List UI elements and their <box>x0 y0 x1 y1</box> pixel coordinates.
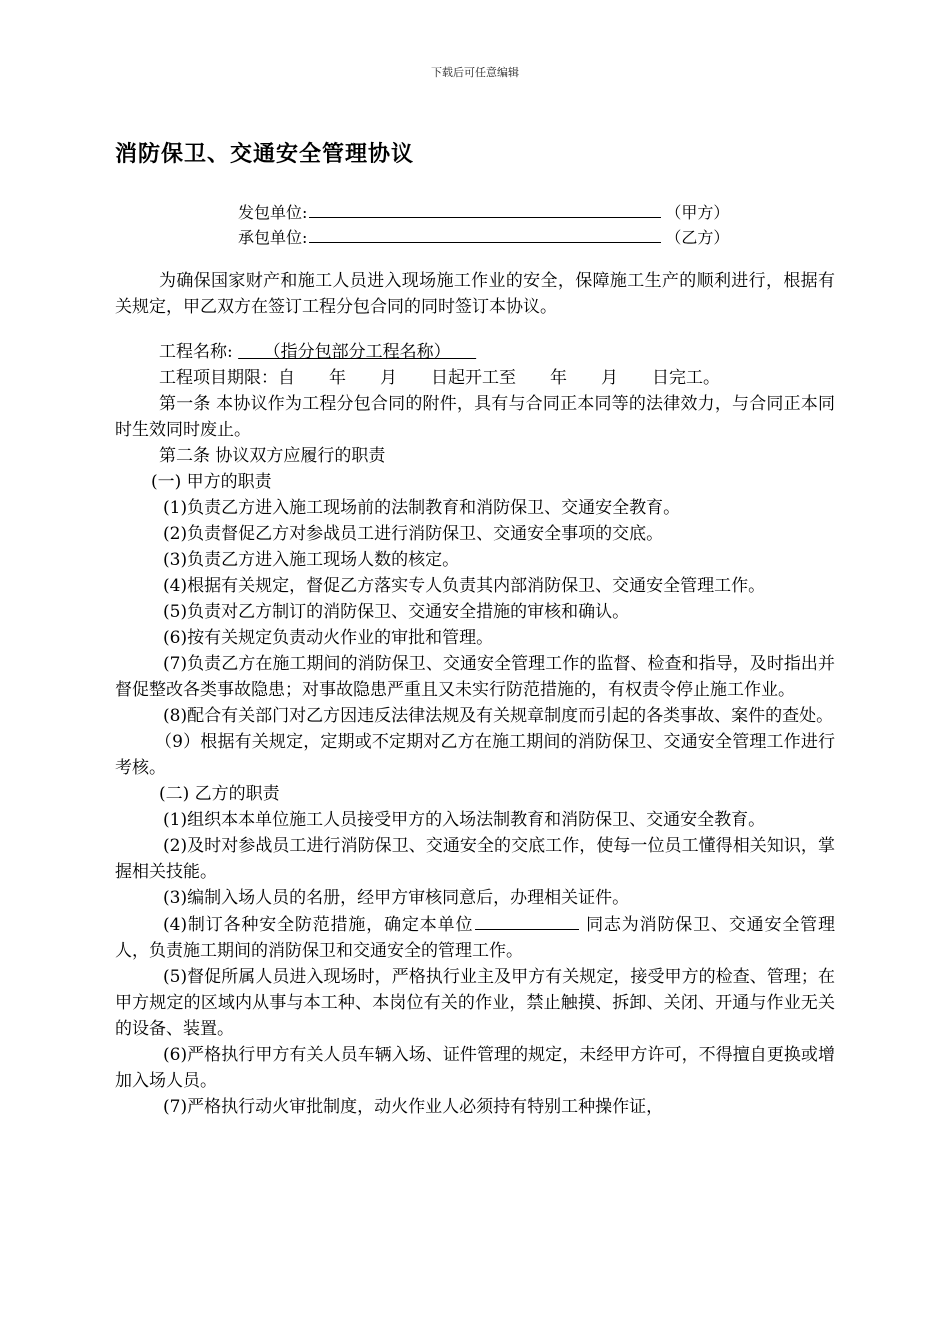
project-period-line <box>115 365 835 391</box>
project-name-value: （指分包部分工程名称） <box>238 342 477 362</box>
section-a-item: (8)配合有关部门对乙方因违反法律法规及有关规章制度而引起的各类事故、案件的查处。 <box>163 706 834 726</box>
party-a-row <box>238 200 729 222</box>
project-name-label: 工程名称: <box>159 342 233 362</box>
party-b-role: （乙方） <box>665 228 730 247</box>
item4-after: 同志为消防保卫、交通安全管理人，负责施工期间的消防保卫和交通安全的管理工作。 <box>115 915 835 961</box>
party-a-label: 发包单位: <box>238 203 308 222</box>
section-b-item: (2)及时对参战员工进行消防保卫、交通安全的交底工作，使每一位员工懂得相关知识，掌握相关技能。 <box>115 836 835 882</box>
project-period-label: 工程项目期限： <box>159 368 278 388</box>
section-a-item: (3)负责乙方进入施工现场人数的核定。 <box>163 550 460 570</box>
project-name-line <box>115 339 835 365</box>
article-2: 第二条 协议双方应履行的职责 <box>159 446 386 466</box>
item4-before: (4)制订各种安全防范措施，确定本单位 <box>163 915 474 935</box>
project-period-text: 自 年 月 日起开工至 年 月 日完工。 <box>278 368 720 388</box>
section-a-item: （9）根据有关规定，定期或不定期对乙方在施工期间的消防保卫、交通安全管理工作进行考核。 <box>115 732 835 778</box>
section-a-item: (5)负责对乙方制订的消防保卫、交通安全措施的审核和确认。 <box>163 602 630 622</box>
section-a-heading: (一) 甲方的职责 <box>151 472 272 492</box>
section-b-item: (5)督促所属人员进入现场时，严格执行业主及甲方有关规定，接受甲方的检查、管理；在甲方规定的区域内从事与本工种、本岗位有关的作业，禁止触摸、拆卸、关闭、开通与作业无关的设备、装置。 <box>115 967 835 1039</box>
intro-paragraph: 为确保国家财产和施工人员进入现场施工作业的安全，保障施工生产的顺利进行，根据有关规定，甲乙双方在签订工程分包合同的同时签订本协议。 <box>115 271 835 317</box>
section-b-item: (3)编制入场人员的名册，经甲方审核同意后，办理相关证件。 <box>163 888 630 908</box>
page-header: 下载后可任意编辑 <box>431 66 519 79</box>
section-a-item: (2)负责督促乙方对参战员工进行消防保卫、交通安全事项的交底。 <box>163 524 664 544</box>
document-title: 消防保卫、交通安全管理协议 <box>115 141 415 167</box>
section-b-item: (1)组织本本单位施工人员接受甲方的入场法制教育和消防保卫、交通安全教育。 <box>163 810 766 830</box>
responsible-person-blank <box>475 911 579 930</box>
party-b-label: 承包单位: <box>238 228 308 247</box>
section-b-item: (6)严格执行甲方有关人员车辆入场、证件管理的规定，未经甲方许可，不得擅自更换或增加入场人员。 <box>115 1045 835 1091</box>
section-a-item: (7)负责乙方在施工期间的消防保卫、交通安全管理工作的监督、检查和指导，及时指出并督促整改各类事故隐患；对事故隐患严重且又未实行防范措施的，有权责令停止施工作业。 <box>115 654 835 700</box>
article-1: 第一条 本协议作为工程分包合同的附件，具有与合同正本同等的法律效力，与合同正本同时生效同时废止。 <box>115 394 835 440</box>
document-body <box>115 268 835 1120</box>
section-a-item: (6)按有关规定负责动火作业的审批和管理。 <box>163 628 494 648</box>
party-a-role: （甲方） <box>665 203 730 222</box>
party-a-blank <box>309 200 661 218</box>
section-b-item: (7)严格执行动火审批制度，动火作业人必须持有特别工种操作证， <box>163 1097 664 1117</box>
section-a-item: (4)根据有关规定，督促乙方落实专人负责其内部消防保卫、交通安全管理工作。 <box>163 576 766 596</box>
section-a-item: (1)负责乙方进入施工现场前的法制教育和消防保卫、交通安全教育。 <box>163 498 681 518</box>
party-b-blank <box>309 225 661 243</box>
section-b-heading: (二) 乙方的职责 <box>159 784 280 804</box>
section-b-item-4 <box>115 911 835 964</box>
party-b-row <box>238 225 729 247</box>
